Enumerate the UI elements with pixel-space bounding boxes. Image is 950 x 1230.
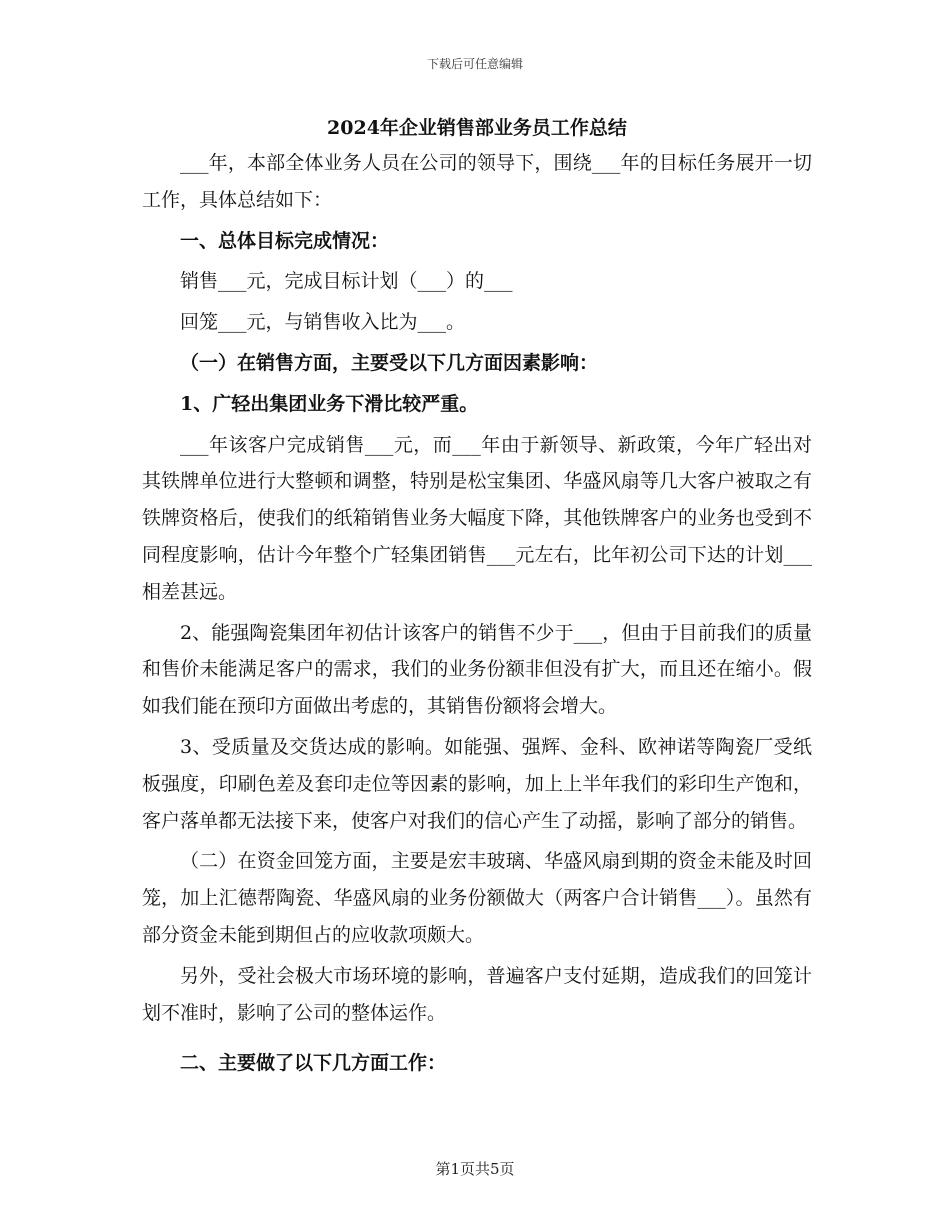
- item-1-paragraph: ___年该客户完成销售___元，而___年由于新领导、新政策，今年广轻出对其铁牌单位进行大整顿和调整，特别是松宝集团、华盛风扇等几大客户被取之有铁牌资格后，使我们的纸箱销售业务大幅度下降，其他铁牌客户的业务也受到不同程度影响，估计今年整个广轻集团销售___元左右，比年初公司下达的计划___相差甚远。: [142, 433, 812, 603]
- item-heading-1: 1、广轻出集团业务下滑比较严重。: [180, 392, 479, 415]
- additional-paragraph: 另外，受社会极大市场环境的影响，普遍客户支付延期，造成我们的回笼计划不准时，影响了公司的整体运作。: [142, 964, 812, 1024]
- page-header: 下载后可任意编辑: [426, 57, 523, 71]
- sales-line: 销售___元，完成目标计划（___）的___: [180, 270, 513, 293]
- item-3-paragraph: 3、受质量及交货达成的影响。如能强、强辉、金科、欧神诺等陶瓷厂受纸板强度，印刷色差及套印走位等因素的影响，加上上半年我们的彩印生产饱和，客户落单都无法接下来，使客户对我们的信心产生了动摇，影响了部分的销售。: [142, 735, 812, 832]
- section-heading-2: 二、主要做了以下几方面工作：: [180, 1052, 447, 1075]
- section-heading-1: 一、总体目标完成情况：: [180, 229, 390, 252]
- subsection-funds-paragraph: （二）在资金回笼方面，主要是宏丰玻璃、华盛风扇到期的资金未能及时回笼，加上汇德帮陶瓷、华盛风扇的业务份额做大（两客户合计销售___）。虽然有部分资金未能到期但占的应收款项颇大。: [142, 850, 812, 946]
- item-2-paragraph: 2、能强陶瓷集团年初估计该客户的销售不少于___，但由于目前我们的质量和售价未能满足客户的需求，我们的业务份额非但没有扩大，而且还在缩小。假如我们能在预印方面做出考虑的，其销售份额将会增大。: [142, 621, 812, 718]
- page-footer: 第1页共5页: [435, 1160, 515, 1178]
- document-body: [142, 113, 812, 1082]
- subsection-heading-sales: （一）在销售方面，主要受以下几方面因素影响：: [180, 351, 599, 374]
- document-title: 2024年企业销售部业务员工作总结: [327, 117, 627, 139]
- intro-paragraph: ___年，本部全体业务人员在公司的领导下，围绕___年的目标任务展开一切工作，具体总结如下：: [142, 152, 812, 211]
- collection-line: 回笼___元，与销售收入比为___。: [180, 311, 466, 334]
